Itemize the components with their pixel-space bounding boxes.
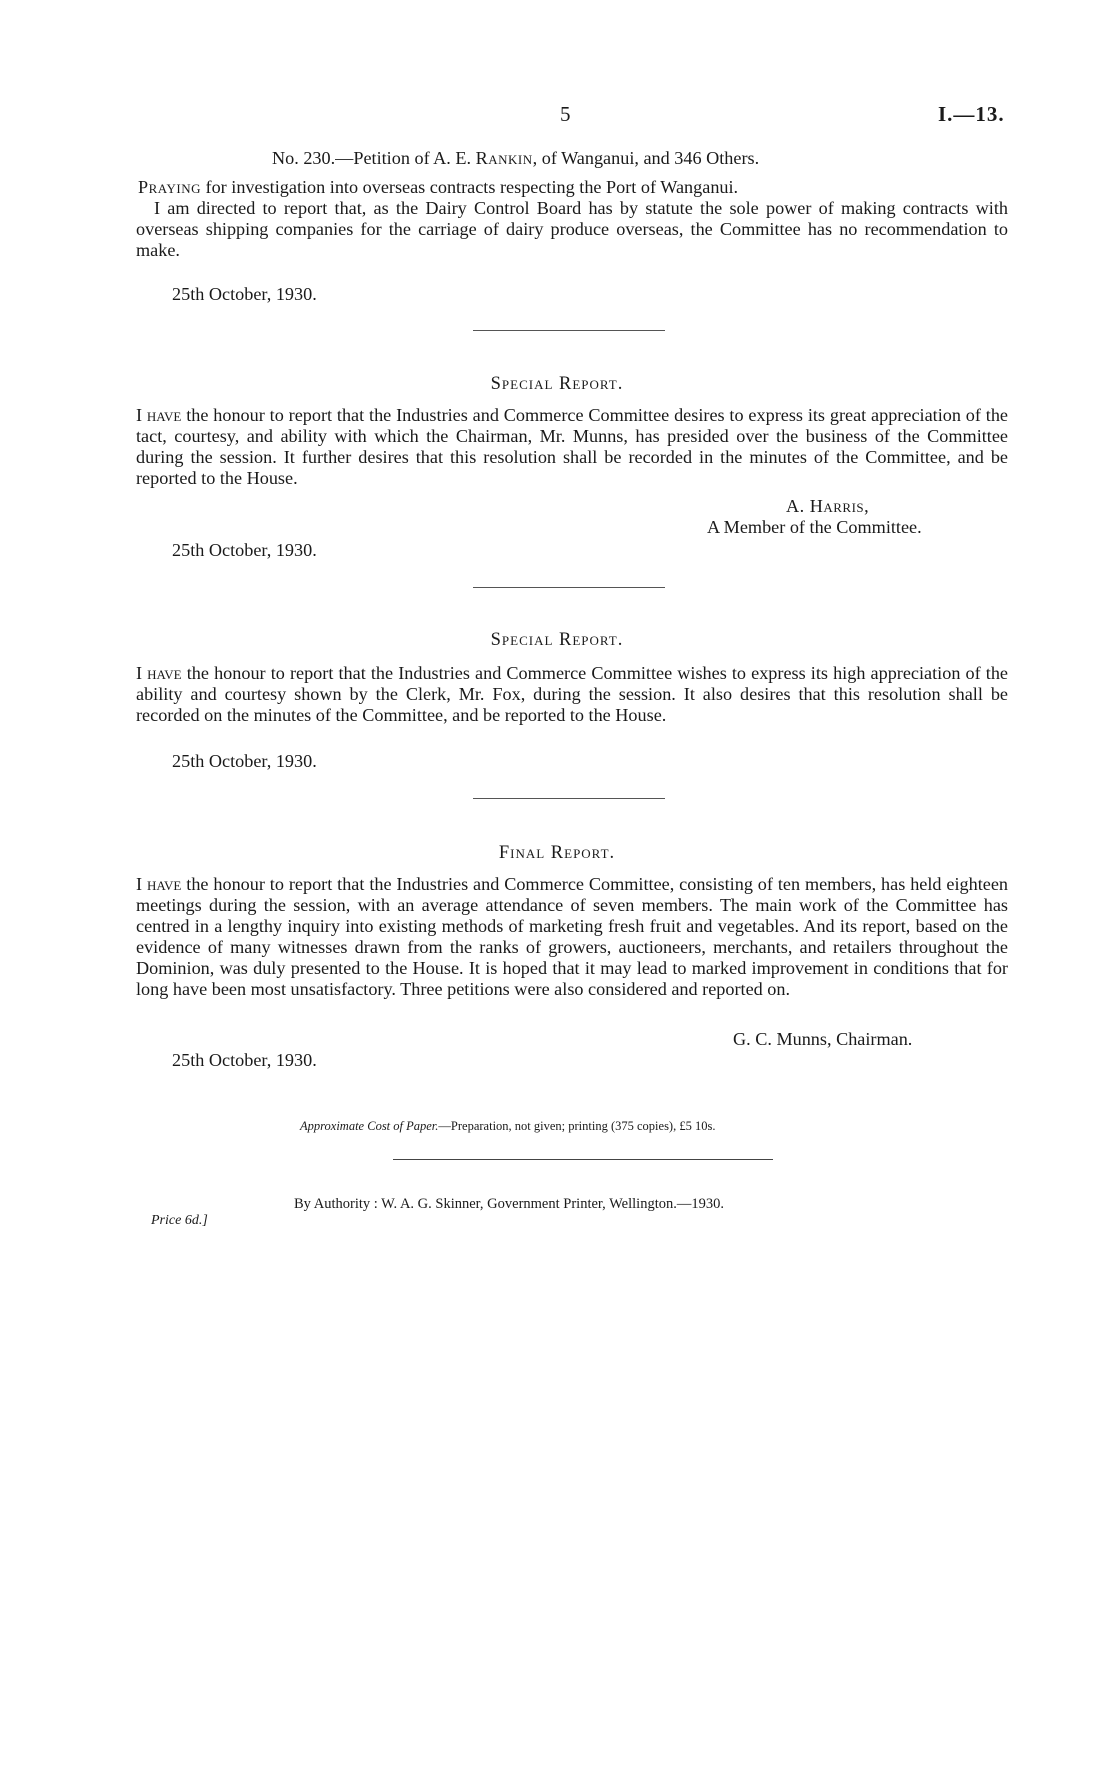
final-report-heading: Final Report. (498, 843, 616, 863)
special-report-1-heading: Special Report. (490, 374, 624, 394)
final-report-date: 25th October, 1930. (172, 1050, 317, 1070)
printer-authority: By Authority : W. A. G. Skinner, Government Printer, Wellington.—1930. (294, 1196, 724, 1212)
cost-text: —Preparation, not given; printing (375 copies), £5 10s. (438, 1119, 716, 1133)
special-report-1-date: 25th October, 1930. (172, 540, 317, 560)
final-report-signatory: G. C. Munns, Chairman. (733, 1029, 913, 1049)
petition-title-prefix: No. 230.—Petition of A. E. (272, 148, 472, 168)
petition-report: I am directed to report that, as the Dairy Control Board has by statute the sole power of making contracts with overseas shipping companies for the carriage of dairy produce overseas, the Committee has no recommendation to make. (136, 198, 1008, 260)
petition-date: 25th October, 1930. (172, 284, 317, 304)
special-report-2-heading: Special Report. (490, 630, 624, 650)
petition-title-suffix: , of Wanganui, and 346 Others. (532, 148, 760, 168)
praying-text: for investigation into overseas contracts respecting the Port of Wanganui. (205, 177, 739, 197)
final-report-opening: I have (136, 874, 182, 894)
price: Price 6d.] (151, 1213, 208, 1228)
petition-title (272, 148, 759, 169)
final-report-text (136, 874, 1008, 1000)
cost-label: Approximate Cost of Paper. (300, 1119, 439, 1133)
special-report-2-date: 25th October, 1930. (172, 751, 317, 771)
special-report-1-opening: I have (136, 405, 182, 425)
petition-praying (138, 177, 738, 198)
special-report-1-body: the honour to report that the Industries and Commerce Committee desires to express its great appreciation of the tact, courtesy, and ability with which the Chairman, Mr. Munns, has presided over the business of the Committee during the session. It further desires that this resolution shall be recorded in the minutes of the Committee, and be reported to the House. (136, 405, 1008, 488)
page-number: 5 (560, 102, 571, 126)
section-divider (473, 798, 665, 799)
cost-of-paper (300, 1119, 715, 1134)
special-report-1-text (136, 405, 1008, 489)
section-divider (473, 330, 665, 331)
special-report-2-body: the honour to report that the Industries and Commerce Committee wishes to express its high appreciation of the ability and courtesy shown by the Clerk, Mr. Fox, during the session. It also desires that this resolution shall be recorded on the minutes of the Committee, and be reported to the House. (136, 663, 1009, 725)
special-report-1-signatory-name: A. Harris, (786, 496, 870, 516)
special-report-1-signatory-title: A Member of the Committee. (707, 517, 922, 537)
special-report-2-text (136, 663, 1008, 726)
petitioner-name: Rankin (475, 148, 533, 168)
special-report-2-opening: I have (136, 663, 182, 683)
final-report-body: the honour to report that the Industries and Commerce Committee, consisting of ten members, has held eighteen meetings during the session, with an average attendance of seven members. The main work of the Committee has centred in a lengthy inquiry into existing methods of marketing fresh fruit and vegetables. And its report, based on the evidence of many witnesses drawn from the ranks of growers, auctioneers, merchants, and retailers throughout the Dominion, was duly presented to the House. It is hoped that it may lead to marked improvement in conditions that for long have been most unsatisfactory. Three petitions were also considered and reported on. (136, 874, 1008, 999)
praying-word: Praying (138, 177, 201, 197)
footer-divider (393, 1159, 773, 1160)
section-divider (473, 587, 665, 588)
paper-reference: I.—13. (938, 102, 1005, 126)
